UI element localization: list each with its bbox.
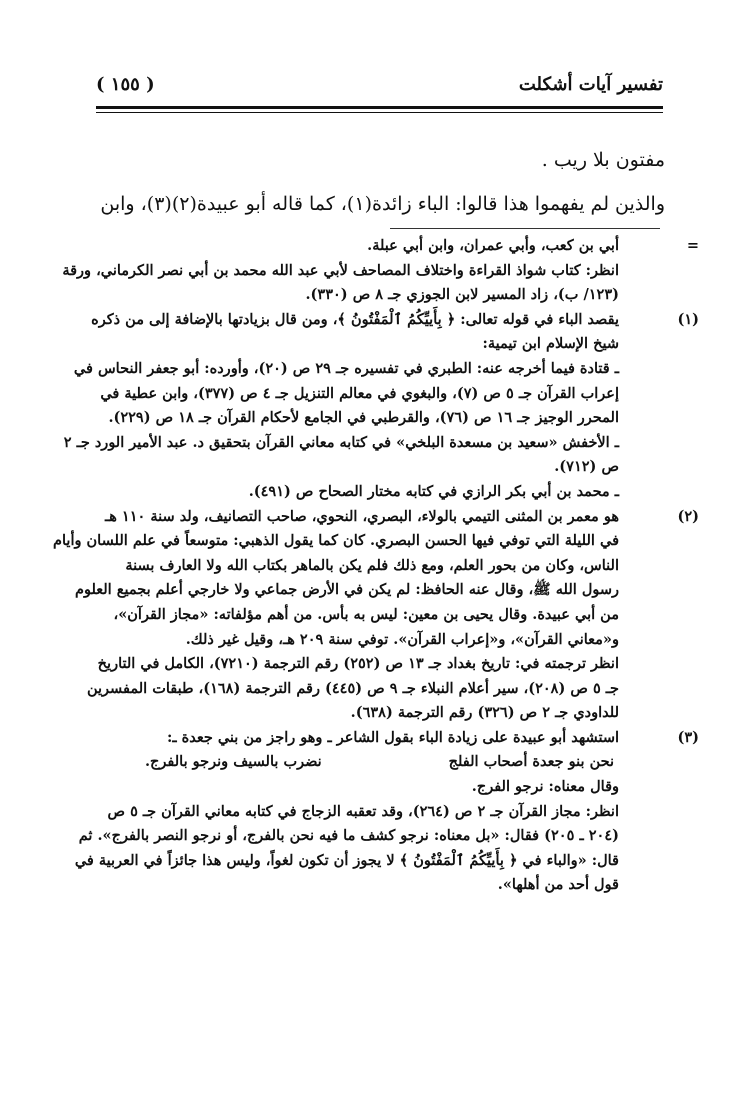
- footnote-line: ـ محمد بن أبي بكر الرازي في كتابه مختار الصحاح ص (٤٩١).: [248, 482, 619, 500]
- footnote-line: وقال معناه: نرجو الفرج.: [471, 778, 619, 796]
- footnote-line: قال: «والباء في ﴿ بِأَييِّكُمُ ٱلْمَفْتُونُ ﴾ لا يجوز أن تكون لغواً، وليس هذا جائزاً في العربية في: [74, 851, 619, 869]
- footnote-line: قول أحد من أهلها».: [497, 876, 619, 894]
- footnote-line: للداودي جـ ٢ ص (٣٢٦) رقم الترجمة (٦٣٨).: [350, 704, 619, 722]
- footnote-text: أبي بن كعب، وأبي عمران، وابن أبي عبلة.: [367, 237, 619, 254]
- footnote-line: انظر: كتاب شواذ القراءة واختلاف المصاحف لأبي عبد الله محمد بن أبي نصر الكرماني، ورقة: [62, 261, 619, 279]
- footnote-line: انظر ترجمته في: تاريخ بغداد جـ ١٣ ص (٢٥٢) رقم الترجمة (٧٢١٠)، الكامل في التاريخ: [97, 655, 619, 673]
- footnote-mark: (٣): [677, 728, 699, 746]
- footnote-line: (٢٠٤ ـ ٢٠٥) فقال: «بل معناه: نرجو كشف ما فيه نحن بالفرج، أو نرجو النصر بالفرج». ثم: [78, 827, 619, 845]
- footnote-line: من أبي عبيدة. وقال يحيى بن معين: ليس به بأس. من أهم مؤلفاته: «مجاز القرآن»،: [113, 605, 619, 623]
- footnote-line: انظر: مجاز القرآن جـ ٢ ص (٢٦٤)، وقد تعقبه الزجاج في كتابه معاني القرآن جـ ٥ ص: [107, 802, 619, 820]
- book-title: تفسير آيات أشكلت: [518, 74, 663, 95]
- footnote-line: و«معاني القرآن»، و«إعراب القرآن». توفي سنة ٢٠٩ هـ، وقيل غير ذلك.: [185, 630, 619, 648]
- main-text: [70, 138, 665, 226]
- footnote-line: [70, 505, 699, 530]
- header-rule-thin: [96, 112, 663, 113]
- footnote-line: إعراب القرآن جـ ٥ ص (٧)، والبغوي في معالم التنزيل جـ ٤ ص (٣٧٧)، وابن عطية في: [100, 384, 619, 402]
- footnote-separator: [390, 228, 660, 229]
- footnote-text: استشهد أبو عبيدة على زيادة الباء بقول الشاعر ـ وهو راجز من بني جعدة ـ:: [166, 728, 619, 746]
- footnote-text: يقصد الباء في قوله تعالى: ﴿ بِأَييِّكُمُ ٱلْمَفْتُونُ ﴾، ومن قال بزيادتها بالإضافة إلى من ذكره: [91, 310, 619, 328]
- main-line: والذين لم يفهموا هذا قالوا: الباء زائدة(١)، كما قاله أبو عبيدة(٢)(٣)، وابن: [100, 193, 665, 215]
- poem-second-hemistich: نضرب بالسيف ونرجو بالفرج.: [145, 753, 322, 771]
- footnote-text: هو معمر بن المثنى التيمي بالولاء، البصري، النحوي، صاحب التصانيف، ولد سنة ١١٠ هـ: [104, 507, 619, 525]
- header-rule-thick: [96, 106, 663, 109]
- footnote-line: شيخ الإسلام ابن تيمية:: [482, 335, 619, 353]
- footnote-mark: (٢): [677, 507, 699, 525]
- footnote-line: [70, 726, 699, 751]
- footnotes: [53, 234, 699, 898]
- footnote-line: (١٢٣/ ب)، زاد المسير لابن الجوزي جـ ٨ ص (٣٣٠).: [305, 286, 619, 304]
- poem-verse: [70, 750, 659, 775]
- footnote-line: المحرر الوجيز جـ ١٦ ص (٧٦)، والقرطبي في الجامع لأحكام القرآن جـ ١٨ ص (٢٢٩).: [108, 409, 619, 427]
- footnote-line: ـ قتادة فيما أخرجه عنه: الطبري في تفسيره جـ ٢٩ ص (٢٠)، وأورده: أبو جعفر النحاس في: [73, 359, 619, 377]
- page-number: ( ١٥٥ ): [96, 74, 155, 95]
- footnote-line: [70, 308, 699, 333]
- footnote-line: الناس، وكان من بحور العلم، ومع ذلك فلم يكن بالماهر بكتاب الله ولا العارف بسنة: [125, 556, 619, 574]
- footnote-mark: (١): [677, 310, 699, 328]
- footnote-line: [70, 234, 699, 259]
- page-header: [78, 68, 663, 100]
- poem-first-hemistich: نحن بنو جعدة أصحاب الفلج: [448, 753, 614, 771]
- footnote-line: رسول الله ﷺ، وقال عنه الحافظ: لم يكن في الأرض جماعي ولا خارجي أعلم بجميع العلوم: [75, 581, 619, 599]
- footnote-mark: =: [686, 237, 699, 254]
- footnote-line: في الليلة التي توفي فيها الحسن البصري. كان كما يقول الذهبي: متوسعاً في علم اللسان وأيام: [53, 532, 619, 550]
- footnote-line: جـ ٥ ص (٢٠٨)، سير أعلام النبلاء جـ ٩ ص (٤٤٥) رقم الترجمة (١٦٨)، طبقات المفسرين: [86, 679, 619, 697]
- footnote-line: ص (٧١٢).: [554, 458, 619, 476]
- main-line: مفتون بلا ريب .: [541, 149, 665, 171]
- footnote-line: ـ الأخفش «سعيد بن مسعدة البلخي» في كتابه معاني القرآن بتحقيق د. عبد الأمير الورد جـ ٢: [63, 433, 619, 451]
